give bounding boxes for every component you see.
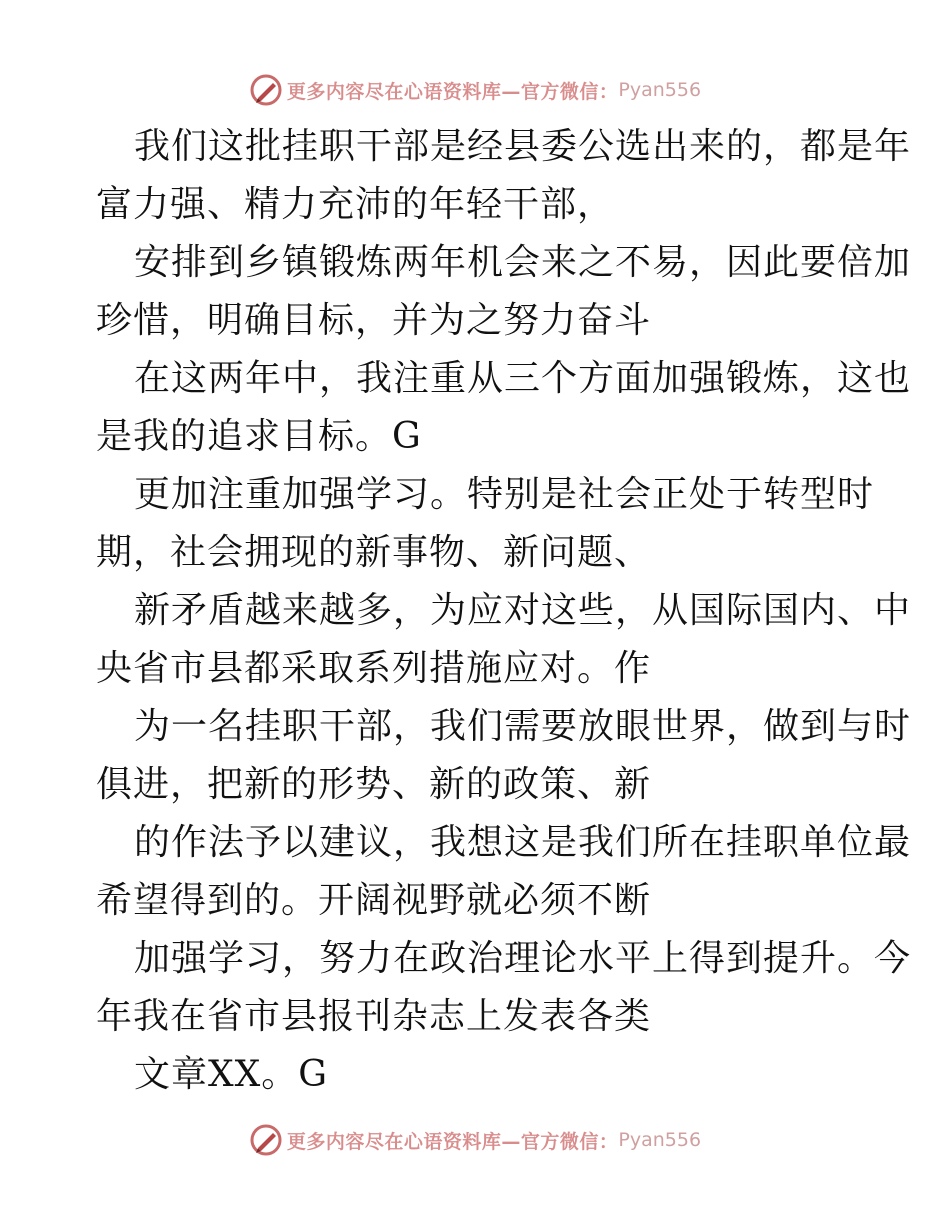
body-line: 珍惜，明确目标，并为之努力奋斗: [96, 300, 652, 341]
body-line: 安排到乡镇锻炼两年机会来之不易，因此要倍加: [134, 242, 912, 283]
body-line: 为一名挂职干部，我们需要放眼世界，做到与时: [134, 706, 912, 747]
header-watermark: [0, 70, 950, 110]
footer-watermark: [0, 1120, 950, 1160]
body-line: 的作法予以建议，我想这是我们所在挂职单位最: [134, 822, 912, 863]
body-line: 是我的追求目标。G: [96, 416, 422, 457]
body-line: 富力强、精力充沛的年轻干部，: [96, 184, 615, 225]
watermark-handle: Pyan556: [618, 79, 702, 101]
body-line: 更加注重加强学习。特别是社会正处于转型时: [134, 474, 875, 515]
body-line: 年我在省市县报刊杂志上发表各类: [96, 996, 652, 1037]
body-line: 俱进，把新的形势、新的政策、新: [96, 764, 652, 805]
body-line: 新矛盾越来越多，为应对这些，从国际国内、中: [134, 590, 912, 631]
body-line: 我们这批挂职干部是经县委公选出来的，都是年: [134, 126, 912, 167]
body-line: 文章XX。G: [134, 1054, 329, 1095]
pen-logo-icon: [249, 1123, 283, 1157]
document-body: [96, 118, 912, 1104]
watermark-handle: Pyan556: [618, 1129, 702, 1151]
watermark-text: 更多内容尽在心语资料库—官方微信：: [286, 80, 619, 103]
body-line: 央省市县都采取系列措施应对。作: [96, 648, 652, 689]
body-line: 在这两年中，我注重从三个方面加强锻炼，这也: [134, 358, 912, 399]
body-line: 期，社会拥现的新事物、新问题、: [96, 532, 652, 573]
watermark-text: 更多内容尽在心语资料库—官方微信：: [286, 1130, 619, 1153]
body-line: 加强学习，努力在政治理论水平上得到提升。今: [134, 938, 912, 979]
body-line: 希望得到的。开阔视野就必须不断: [96, 880, 652, 921]
pen-logo-icon: [249, 73, 283, 107]
